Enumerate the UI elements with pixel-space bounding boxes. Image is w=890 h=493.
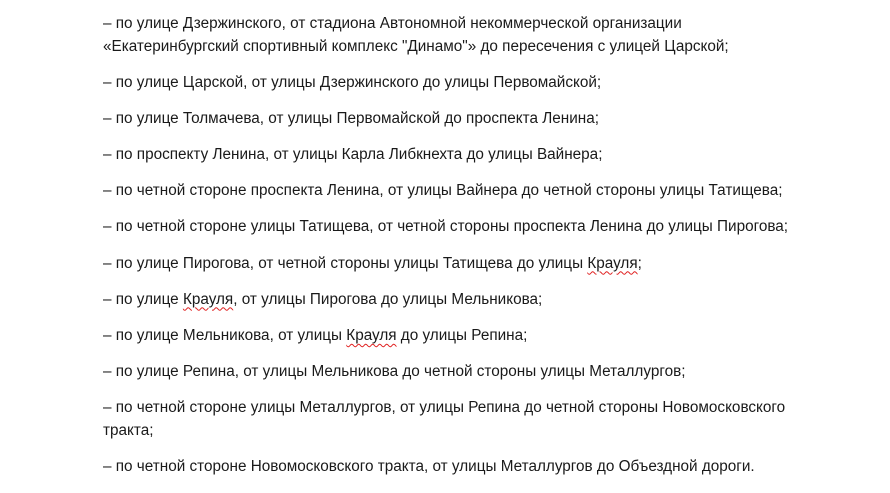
text-segment: до улицы Репина; (396, 326, 528, 344)
text-line (103, 252, 863, 275)
text-segment: – по четной стороне улицы Металлургов, от улицы Репина до четной стороны Новомосковского (103, 398, 786, 416)
text-segment: – по улице Пирогова, от четной стороны улицы Татищева до улицы (103, 254, 588, 272)
route-paragraph (103, 455, 863, 478)
route-paragraph (103, 143, 863, 166)
text-segment: – по четной стороне Новомосковского тракта, от улицы Металлургов до Объездной дороги. (103, 458, 755, 476)
text-segment: ; (637, 254, 642, 272)
text-line (103, 324, 863, 347)
route-paragraph (103, 71, 863, 94)
misspelled-word: Крауля (182, 290, 234, 308)
route-paragraph (103, 324, 863, 347)
text-line (103, 455, 863, 478)
text-segment: – по проспекту Ленина, от улицы Карла Либкнехта до улицы Вайнера; (103, 146, 603, 164)
text-segment: – по улице Мельникова, от улицы (103, 326, 347, 344)
route-paragraph (103, 360, 863, 383)
text-line (103, 71, 863, 94)
text-line (103, 215, 863, 238)
text-line (103, 143, 863, 166)
text-segment: тракта; (103, 421, 154, 439)
text-line (103, 360, 863, 383)
route-paragraph (103, 396, 863, 442)
text-segment: – по улице Толмачева, от улицы Первомайской до проспекта Ленина; (103, 110, 599, 128)
text-segment: «Екатеринбургский спортивный комплекс "Динамо"» до пересечения с улицей Царской; (103, 38, 729, 55)
text-line (103, 107, 863, 130)
text-line (103, 396, 863, 419)
text-line (103, 419, 863, 442)
route-paragraph (103, 252, 863, 275)
text-line (103, 35, 863, 58)
text-line (103, 12, 863, 35)
document-body (103, 12, 863, 491)
text-line (103, 288, 863, 311)
misspelled-word: Крауля (587, 254, 638, 272)
route-paragraph (103, 288, 863, 311)
route-paragraph (103, 107, 863, 130)
text-segment: – по четной стороне улицы Татищева, от четной стороны проспекта Ленина до улицы Пирогова; (103, 218, 789, 236)
text-segment: – по улице Царской, от улицы Дзержинского до улицы Первомайской; (103, 74, 602, 92)
text-line (103, 179, 863, 202)
route-paragraph (103, 215, 863, 238)
text-segment: – по улице Дзержинского, от стадиона Автономной некоммерческой организации (103, 15, 682, 32)
route-paragraph (103, 12, 863, 58)
misspelled-word: Крауля (346, 326, 397, 344)
route-paragraph (103, 179, 863, 202)
text-segment: – по улице Репина, от улицы Мельникова до четной стороны улицы Металлургов; (103, 362, 686, 380)
text-segment: , от улицы Пирогова до улицы Мельникова; (233, 290, 543, 308)
text-segment: – по улице (103, 290, 183, 308)
text-segment: – по четной стороне проспекта Ленина, от улицы Вайнера до четной стороны улицы Татищева; (103, 182, 783, 200)
